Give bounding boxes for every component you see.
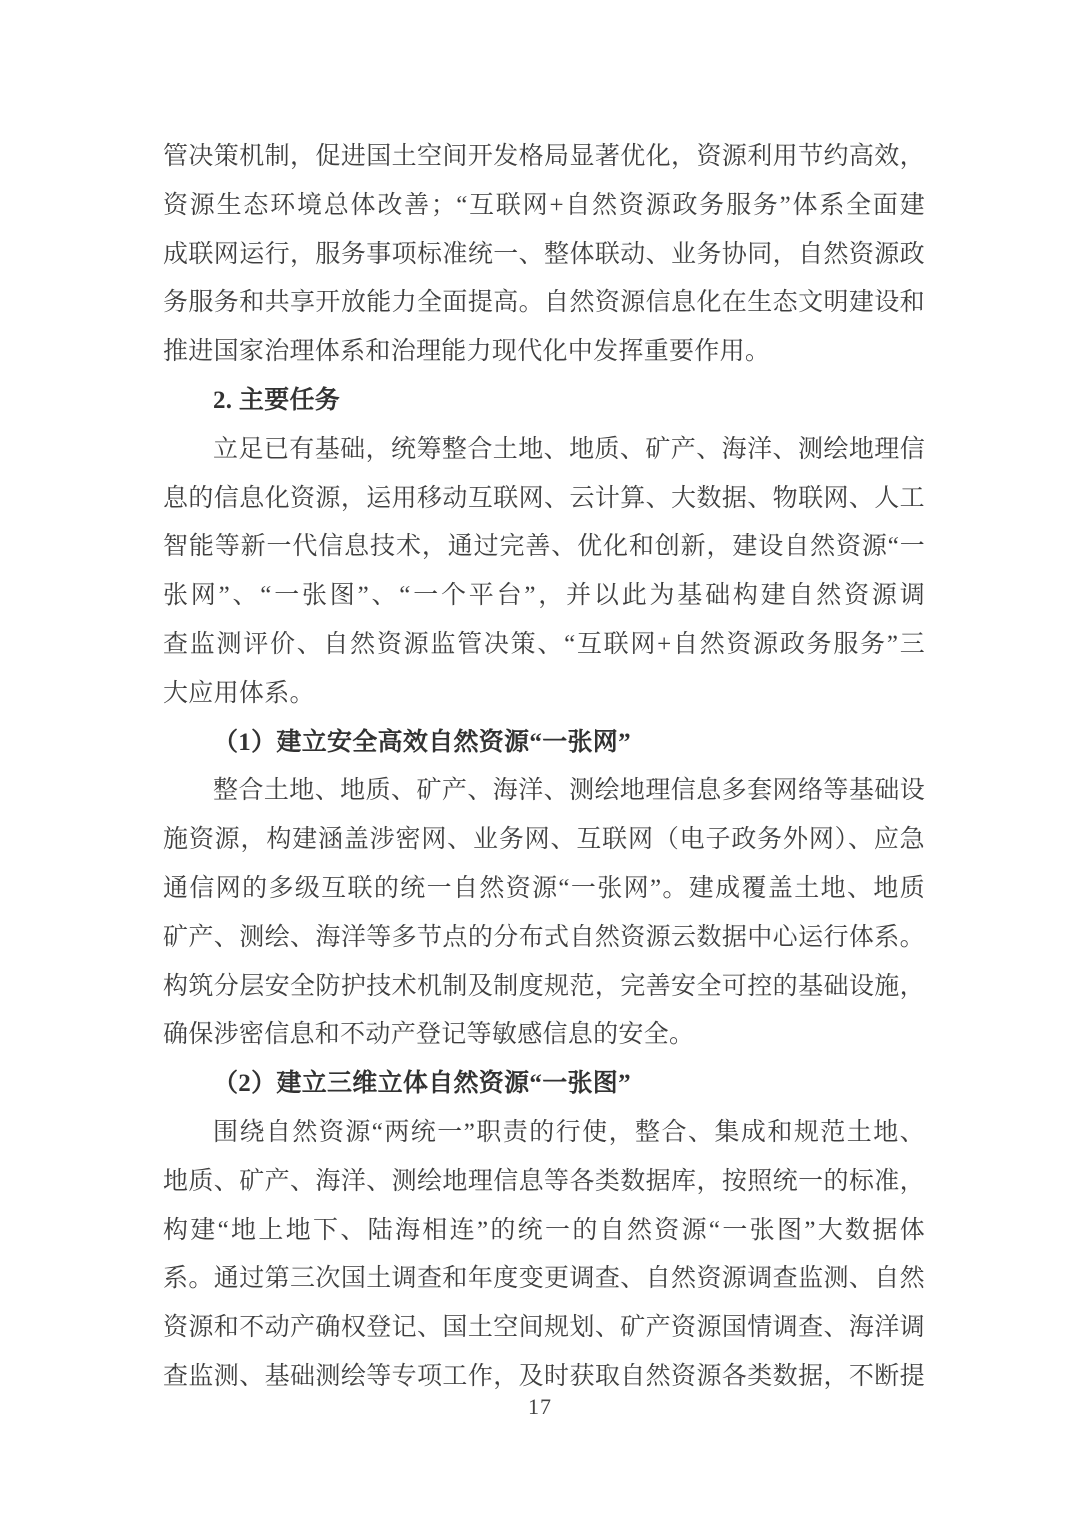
paragraph-line: 施资源，构建涵盖涉密网、业务网、互联网（电子政务外网）、应急 bbox=[163, 826, 925, 854]
paragraph-line: 管决策机制，促进国土空间开发格局显著优化，资源利用节约高效， bbox=[163, 143, 925, 170]
paragraph-line: 立足已有基础，统筹整合土地、地质、矿产、海洋、测绘地理信 bbox=[213, 435, 925, 463]
paragraph-line: 构建“地上地下、陆海相连”的统一的自然资源“一张图”大数据体 bbox=[163, 1216, 925, 1244]
paragraph-line: 通信网的多级互联的统一自然资源“一张网”。建成覆盖土地、地质 bbox=[163, 874, 925, 902]
paragraph-line: 查监测、基础测绘等专项工作，及时获取自然资源各类数据，不断提 bbox=[163, 1362, 925, 1390]
paragraph-line: 智能等新一代信息技术，通过完善、优化和创新，建设自然资源“一 bbox=[163, 533, 925, 561]
section-heading-one-map: （2）建立三维立体自然资源“一张图” bbox=[213, 1070, 631, 1098]
section-heading-one-network: （1）建立安全高效自然资源“一张网” bbox=[213, 728, 631, 756]
paragraph-line: 矿产、测绘、海洋等多节点的分布式自然资源云数据中心运行体系。 bbox=[163, 923, 925, 951]
paragraph-line: 整合土地、地质、矿产、海洋、测绘地理信息多套网络等基础设 bbox=[213, 777, 925, 805]
paragraph-line: 成联网运行，服务事项标准统一、整体联动、业务协同，自然资源政 bbox=[163, 240, 925, 268]
paragraph-line: 资源生态环境总体改善；“互联网+自然资源政务服务”体系全面建 bbox=[163, 191, 925, 219]
paragraph-line: 大应用体系。 bbox=[163, 679, 315, 707]
paragraph-line: 系。通过第三次国土调查和年度变更调查、自然资源调查监测、自然 bbox=[163, 1265, 925, 1293]
paragraph-line: 推进国家治理体系和治理能力现代化中发挥重要作用。 bbox=[163, 338, 771, 366]
paragraph-line: 资源和不动产确权登记、国土空间规划、矿产资源国情调查、海洋调 bbox=[163, 1314, 925, 1342]
paragraph-line: 务服务和共享开放能力全面提高。自然资源信息化在生态文明建设和 bbox=[163, 289, 925, 317]
paragraph-line: 息的信息化资源，运用移动互联网、云计算、大数据、物联网、人工 bbox=[163, 484, 925, 512]
paragraph-line: 张网”、“一张图”、“一个平台”，并以此为基础构建自然资源调 bbox=[163, 582, 925, 610]
paragraph-line: 构筑分层安全防护技术机制及制度规范，完善安全可控的基础设施， bbox=[163, 972, 925, 1000]
paragraph-line: 确保涉密信息和不动产登记等敏感信息的安全。 bbox=[163, 1021, 695, 1049]
paragraph-line: 地质、矿产、海洋、测绘地理信息等各类数据库，按照统一的标准， bbox=[163, 1167, 925, 1195]
paragraph-line: 查监测评价、自然资源监管决策、“互联网+自然资源政务服务”三 bbox=[163, 630, 925, 658]
section-heading-main-tasks: 2. 主要任务 bbox=[213, 386, 341, 414]
page-number: 17 bbox=[528, 1394, 552, 1419]
paragraph-line: 围绕自然资源“两统一”职责的行使，整合、集成和规范土地、 bbox=[213, 1118, 925, 1146]
